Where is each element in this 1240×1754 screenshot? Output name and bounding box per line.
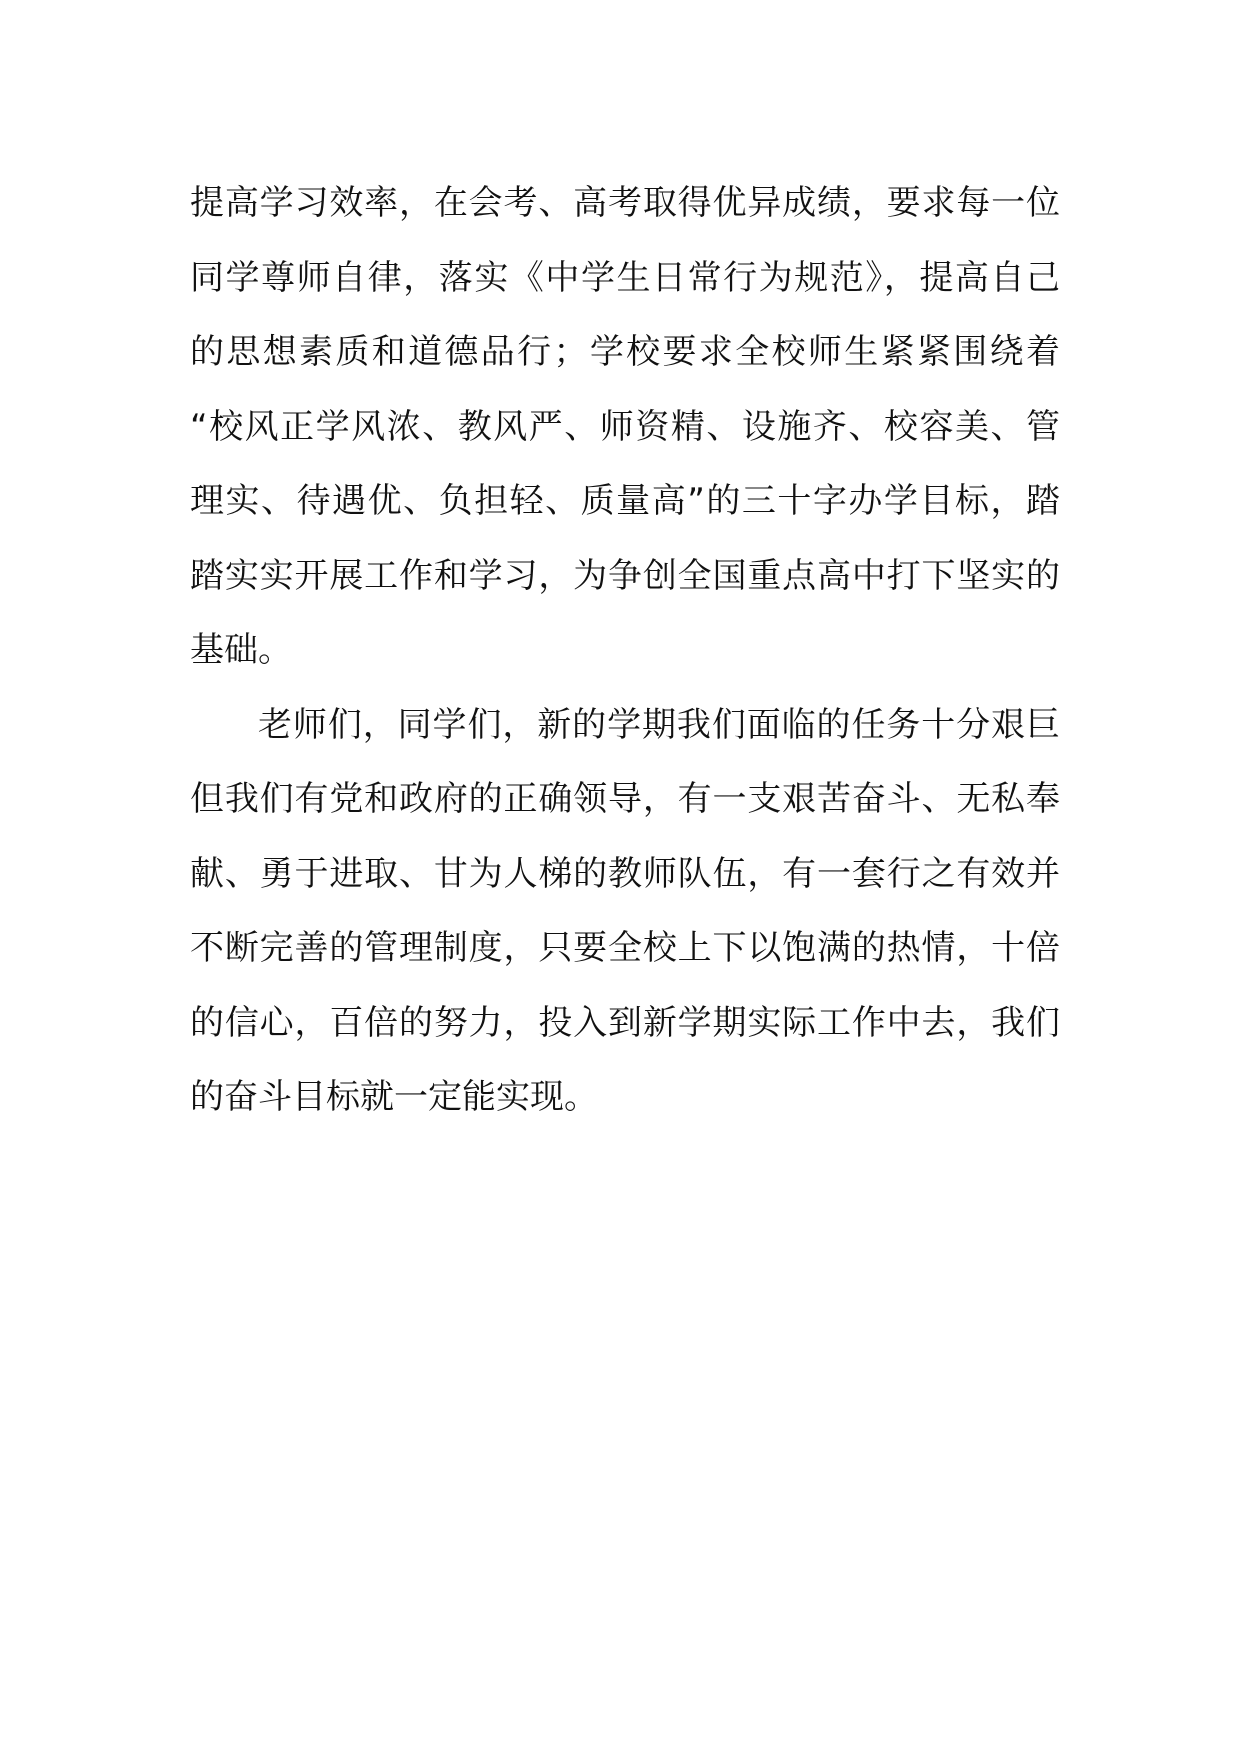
text-line: 的奋斗目标就一定能实现。 — [190, 1077, 598, 1117]
text-line: “校风正学风浓、教风严、师资精、设施齐、校容美、管 — [190, 406, 1060, 447]
text-line: 同学尊师自律，落实《中学生日常行为规范》，提高自己 — [190, 257, 1060, 298]
text-line: 的思想素质和道德品行；学校要求全校师生紧紧围绕着 — [190, 332, 1060, 372]
text-line: 献、勇于进取、甘为人梯的教师队伍，有一套行之有效并 — [190, 853, 1060, 894]
text-line: 提高学习效率，在会考、高考取得优异成绩，要求每一位 — [190, 183, 1060, 223]
text-line: 不断完善的管理制度，只要全校上下以饱满的热情，十倍 — [190, 928, 1060, 968]
text-line: 踏实实开展工作和学习，为争创全国重点高中打下坚实的 — [190, 555, 1060, 596]
text-line: 老师们，同学们，新的学期我们面临的任务十分艰巨 — [258, 704, 1060, 745]
paragraph-2 — [190, 688, 1060, 1135]
document-body — [190, 166, 1060, 1135]
text-line: 但我们有党和政府的正确领导，有一支艰苦奋斗、无私奉 — [190, 779, 1060, 819]
text-line: 理实、待遇优、负担轻、质量高”的三十字办学目标，踏 — [190, 481, 1060, 521]
text-line: 基础。 — [190, 630, 292, 670]
paragraph-1 — [190, 166, 1060, 688]
text-line: 的信心，百倍的努力，投入到新学期实际工作中去，我们 — [190, 1002, 1060, 1043]
